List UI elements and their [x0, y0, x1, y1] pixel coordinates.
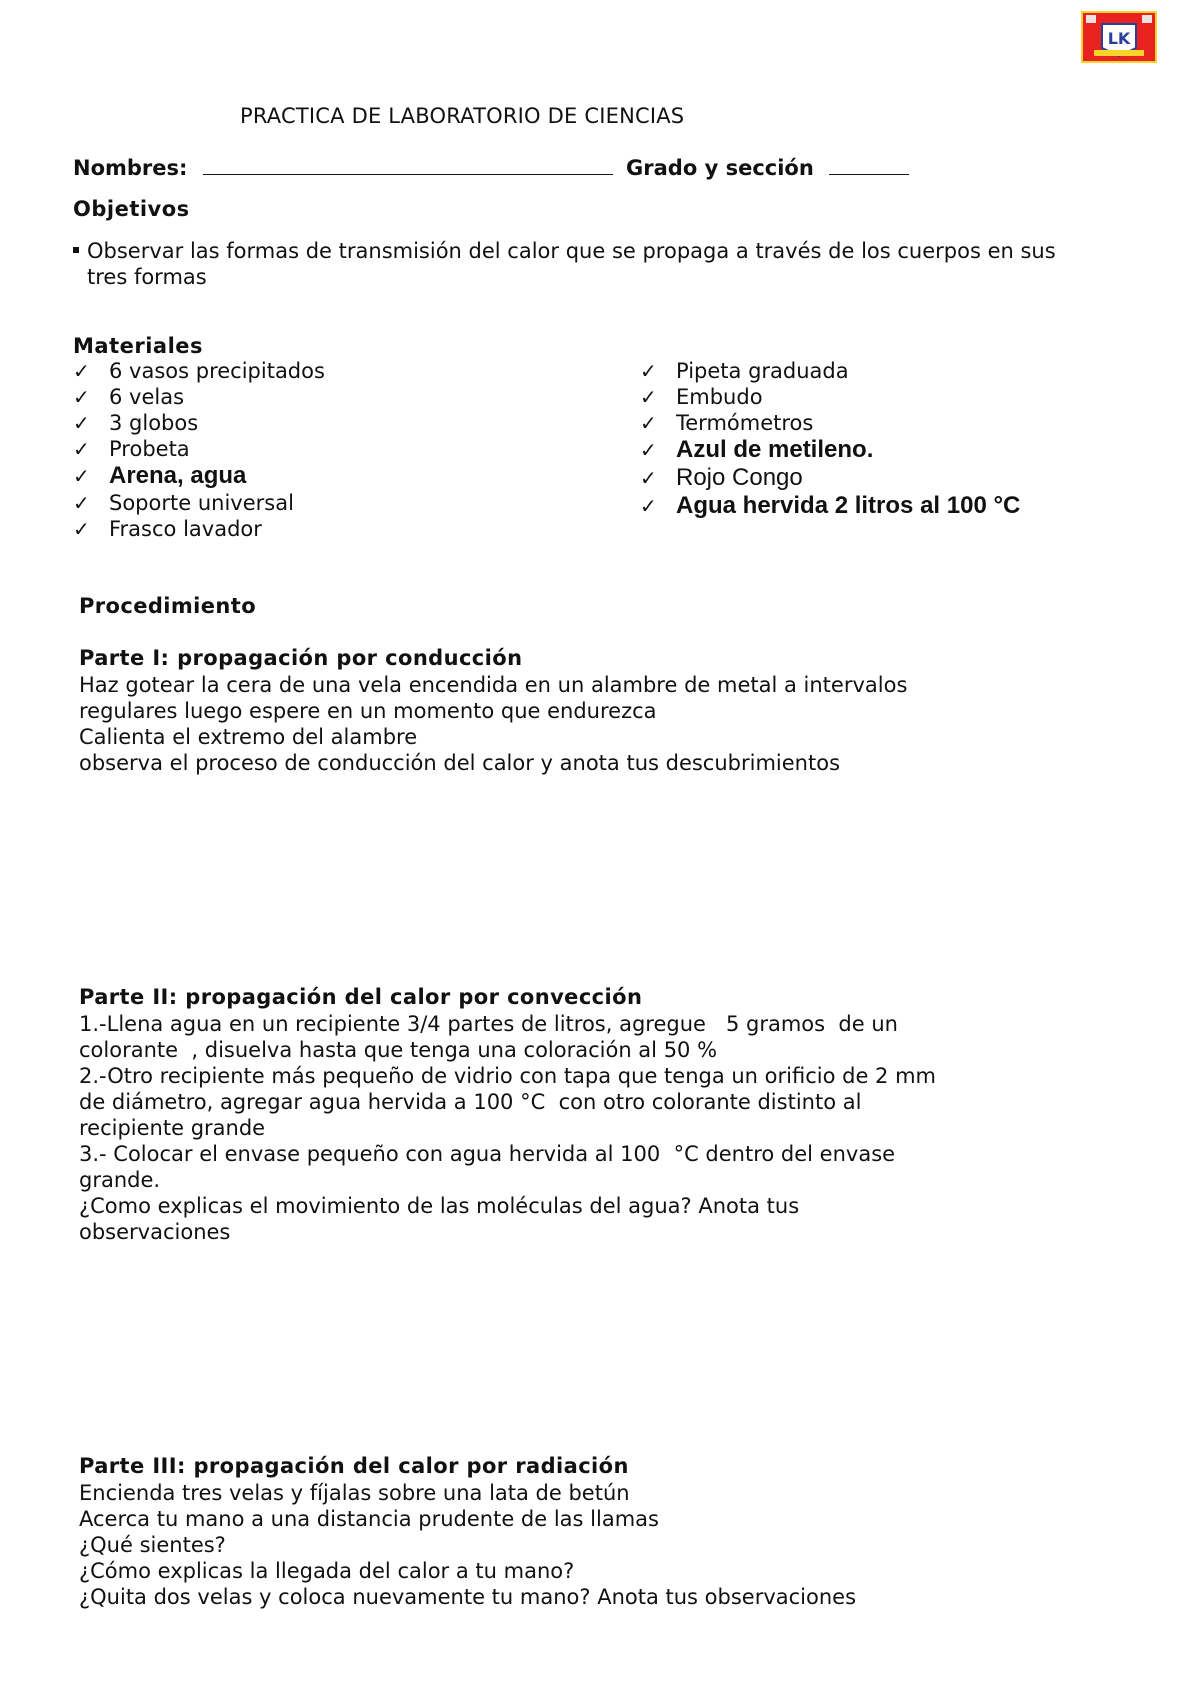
objective-item: Observar las formas de transmisión del calor que se propaga a través de los cuerpos en sus	[73, 239, 1056, 263]
part2-heading: Parte II: propagación del calor por convección	[79, 985, 643, 1009]
part2-line: observaciones	[79, 1220, 231, 1244]
material-item: ✓ Rojo Congo	[640, 464, 803, 491]
checkmark-icon: ✓	[640, 359, 657, 383]
checkmark-icon: ✓	[73, 359, 90, 383]
checkmark-icon: ✓	[640, 438, 657, 462]
part2-line: colorante , disuelva hasta que tenga una coloración al 50 %	[79, 1038, 718, 1062]
part2-line: de diámetro, agregar agua hervida a 100 °C con otro colorante distinto al	[79, 1090, 862, 1114]
names-row	[73, 156, 909, 180]
names-label: Nombres:	[73, 156, 188, 180]
objectives-heading: Objetivos	[73, 197, 190, 221]
checkmark-icon: ✓	[73, 517, 90, 541]
materials-left-list	[73, 358, 325, 542]
material-item: ✓ Frasco lavador	[73, 517, 262, 541]
part2-body	[79, 1011, 936, 1245]
checkmark-icon: ✓	[73, 464, 90, 488]
part1-line: Calienta el extremo del alambre	[79, 725, 418, 749]
part2-line: 2.-Otro recipiente más pequeño de vidrio con tapa que tenga un orificio de 2 mm	[79, 1064, 936, 1088]
grade-blank[interactable]	[829, 173, 909, 175]
part3-body	[79, 1480, 856, 1610]
part3-line: ¿Quita dos velas y coloca nuevamente tu mano? Anota tus observaciones	[79, 1585, 857, 1609]
part2-line: 1.-Llena agua en un recipiente 3/4 partes de litros, agregue 5 gramos de un	[79, 1012, 898, 1036]
procedure-heading: Procedimiento	[79, 594, 257, 618]
material-item: ✓ Pipeta graduada	[640, 359, 849, 383]
checkmark-icon: ✓	[73, 411, 90, 435]
part3-line: ¿Qué sientes?	[79, 1533, 226, 1557]
material-item: ✓ 6 velas	[73, 385, 185, 409]
part1-body	[79, 672, 907, 776]
names-blank[interactable]	[203, 173, 613, 175]
materials-right-list	[640, 358, 1020, 520]
checkmark-icon: ✓	[640, 466, 657, 490]
square-bullet-icon	[73, 247, 79, 253]
part2-line: grande.	[79, 1168, 161, 1192]
part2-line: ¿Como explicas el movimiento de las moléculas del agua? Anota tus	[79, 1194, 800, 1218]
material-item: ✓ Azul de metileno.	[640, 436, 874, 463]
material-item: ✓ Termómetros	[640, 411, 814, 435]
checkmark-icon: ✓	[73, 491, 90, 515]
page-title: PRACTICA DE LABORATORIO DE CIENCIAS	[240, 104, 685, 128]
materials-heading: Materiales	[73, 334, 204, 358]
part1-line: regulares luego espere en un momento que endurezca	[79, 699, 657, 723]
checkmark-icon: ✓	[73, 385, 90, 409]
part1-line: observa el proceso de conducción del calor y anota tus descubrimientos	[79, 751, 841, 775]
checkmark-icon: ✓	[640, 494, 657, 518]
grade-label: Grado y sección	[626, 156, 814, 180]
checkmark-icon: ✓	[640, 385, 657, 409]
part1-heading: Parte I: propagación por conducción	[79, 646, 523, 670]
material-item: ✓ Probeta	[73, 437, 190, 461]
objective-item-continuation: tres formas	[87, 265, 207, 289]
checkmark-icon: ✓	[73, 437, 90, 461]
part3-line: Acerca tu mano a una distancia prudente de las llamas	[79, 1507, 659, 1531]
part2-line: recipiente grande	[79, 1116, 266, 1140]
svg-text:LK: LK	[1107, 29, 1131, 48]
material-item: ✓ 3 globos	[73, 411, 199, 435]
material-item: ✓ Agua hervida 2 litros al 100 °C	[640, 492, 1021, 519]
material-item: ✓ Soporte universal	[73, 491, 294, 515]
material-item: ✓ 6 vasos precipitados	[73, 359, 325, 383]
school-logo	[1080, 10, 1158, 64]
part1-line: Haz gotear la cera de una vela encendida en un alambre de metal a intervalos	[79, 673, 908, 697]
material-item: ✓ Arena, agua	[73, 462, 247, 489]
part3-heading: Parte III: propagación del calor por radiación	[79, 1454, 629, 1478]
checkmark-icon: ✓	[640, 411, 657, 435]
part2-line: 3.- Colocar el envase pequeño con agua hervida al 100 °C dentro del envase	[79, 1142, 896, 1166]
part3-line: ¿Cómo explicas la llegada del calor a tu mano?	[79, 1559, 575, 1583]
part3-line: Encienda tres velas y fíjalas sobre una lata de betún	[79, 1481, 630, 1505]
material-item: ✓ Embudo	[640, 385, 763, 409]
